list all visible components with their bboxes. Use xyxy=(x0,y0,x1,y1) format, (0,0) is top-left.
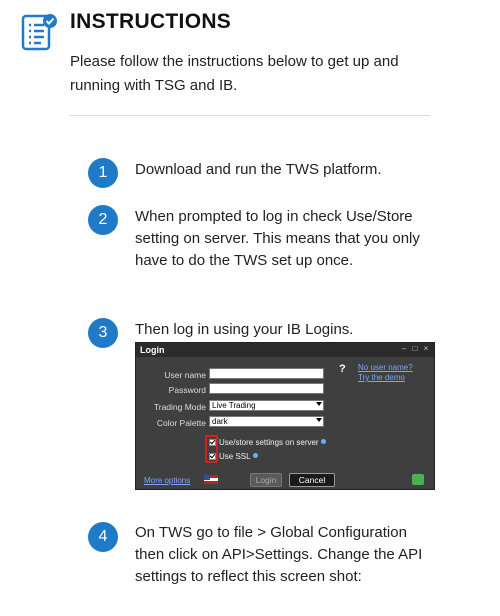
login-footer xyxy=(136,471,434,491)
login-button[interactable]: Login xyxy=(250,473,282,487)
step-1-text: Download and run the TWS platform. xyxy=(135,161,382,178)
instructions-header xyxy=(20,10,480,120)
more-options-link[interactable]: More options xyxy=(144,476,191,485)
color-palette-label: Color Palette xyxy=(156,418,206,428)
try-demo-link[interactable]: Try the demo xyxy=(358,373,405,382)
username-label: User name xyxy=(164,370,206,380)
step-2-text: When prompted to log in check Use/Store setting on server. This means that you only have to do the TWS set up once. xyxy=(135,208,420,269)
document-checklist-icon xyxy=(20,12,60,52)
step-3-number: 3 xyxy=(88,318,118,348)
color-palette-select[interactable] xyxy=(209,416,324,427)
help-user-icon[interactable]: ? xyxy=(339,363,346,375)
step-4-text: On TWS go to file > Global Configuration then click on API>Settings. Change the API settings to reflect this screen shot: xyxy=(135,524,423,585)
login-dialog xyxy=(135,342,435,490)
flag-icon[interactable] xyxy=(204,475,218,484)
trading-mode-value: Live Trading xyxy=(212,401,256,410)
info-icon xyxy=(321,439,326,444)
cancel-button[interactable]: Cancel xyxy=(289,473,335,487)
login-title: Login xyxy=(140,345,165,355)
download-icon[interactable] xyxy=(412,474,424,485)
step-2-number: 2 xyxy=(88,205,118,235)
chevron-down-icon xyxy=(316,418,322,422)
maximize-icon[interactable]: □ xyxy=(412,344,418,353)
trading-mode-label: Trading Mode xyxy=(153,402,206,412)
step-1-number: 1 xyxy=(88,158,118,188)
no-user-name-link[interactable]: No user name? xyxy=(358,363,413,372)
info-icon xyxy=(253,453,258,458)
username-field[interactable] xyxy=(209,368,324,379)
login-titlebar xyxy=(136,343,434,357)
use-store-label: Use/store settings on server xyxy=(219,438,319,447)
password-field[interactable] xyxy=(209,383,324,394)
intro-text: Please follow the instructions below to get up and running with TSG and IB. xyxy=(70,53,399,94)
use-ssl-label: Use SSL xyxy=(219,452,251,461)
divider xyxy=(70,115,430,116)
use-store-checkbox-row[interactable] xyxy=(209,438,326,447)
chevron-down-icon xyxy=(316,402,322,406)
close-icon[interactable]: × xyxy=(423,344,429,353)
step-4-number: 4 xyxy=(88,522,118,552)
minimize-icon[interactable]: – xyxy=(401,344,407,353)
password-label: Password xyxy=(168,385,206,395)
color-palette-value: dark xyxy=(212,417,228,426)
page-title: INSTRUCTIONS xyxy=(70,10,232,33)
step-3-text: Then log in using your IB Logins. xyxy=(135,321,354,338)
highlight-box xyxy=(205,435,218,463)
trading-mode-select[interactable] xyxy=(209,400,324,411)
